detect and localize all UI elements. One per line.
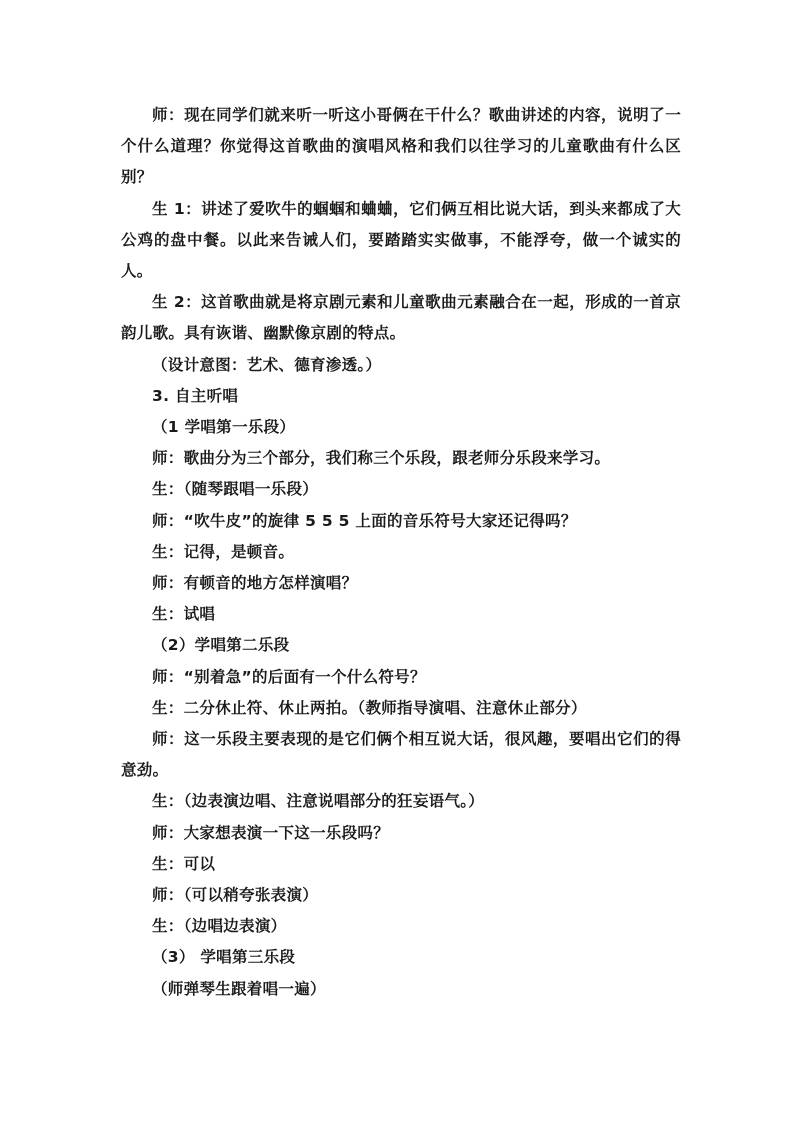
paragraph: 师：（可以稍夸张表演） — [152, 886, 319, 905]
paragraph: 师：有顿音的地方怎样演唱？ — [152, 574, 358, 593]
paragraph: 生 1：讲述了爱吹牛的蝈蝈和蛐蛐，它们俩互相比说大话，到头来都成了大公鸡的盘中餐。以此来告诫人们，要踏踏实实做事，不能浮夸，做一个诚实的人。 — [121, 199, 681, 281]
paragraph: 生：（随琴跟唱一乐段） — [152, 480, 319, 499]
paragraph: 师：“吹牛皮”的旋律 5 5 5 上面的音乐符号大家还记得吗？ — [152, 511, 577, 530]
paragraph: 生：记得，是顿音。 — [152, 542, 295, 561]
paragraph: 生 2：这首歌曲就是将京剧元素和儿童歌曲元素融合在一起，形成的一首京韵儿歌。具有诙谐、幽默像京剧的特点。 — [121, 293, 681, 343]
subsection-heading: （3） 学唱第三乐段 — [152, 948, 296, 967]
paragraph: 师：大家想表演一下这一乐段吗？ — [152, 823, 390, 842]
paragraph: 生：（边唱边表演） — [152, 917, 287, 936]
paragraph: 师：“别着急”的后面有一个什么符号？ — [152, 667, 426, 686]
paragraph: 师：歌曲分为三个部分，我们称三个乐段，跟老师分乐段来学习。 — [152, 449, 611, 468]
paragraph: （设计意图：艺术、德育渗透。） — [152, 355, 382, 374]
document-body — [121, 100, 681, 1005]
paragraph: 生：试唱 — [152, 605, 216, 624]
paragraph: 师：现在同学们就来听一听这小哥俩在干什么？歌曲讲述的内容，说明了一个什么道理？你觉得这首歌曲的演唱风格和我们以往学习的儿童歌曲有什么区别？ — [121, 106, 681, 187]
paragraph: 生：可以 — [152, 854, 216, 873]
paragraph: 生：二分休止符、休止两拍。（教师指导演唱、注意休止部分） — [152, 698, 587, 717]
subsection-heading: （1 学唱第一乐段） — [152, 418, 296, 437]
subsection-heading: （2）学唱第二乐段 — [152, 636, 290, 655]
paragraph: 生：（边表演边唱、注意说唱部分的狂妄语气。） — [152, 792, 485, 811]
section-heading: 3. 自主听唱 — [152, 386, 239, 405]
paragraph: （师弹琴生跟着唱一遍） — [152, 979, 326, 998]
paragraph: 师：这一乐段主要表现的是它们俩个相互说大话，很风趣，要唱出它们的得意劲。 — [121, 730, 681, 780]
